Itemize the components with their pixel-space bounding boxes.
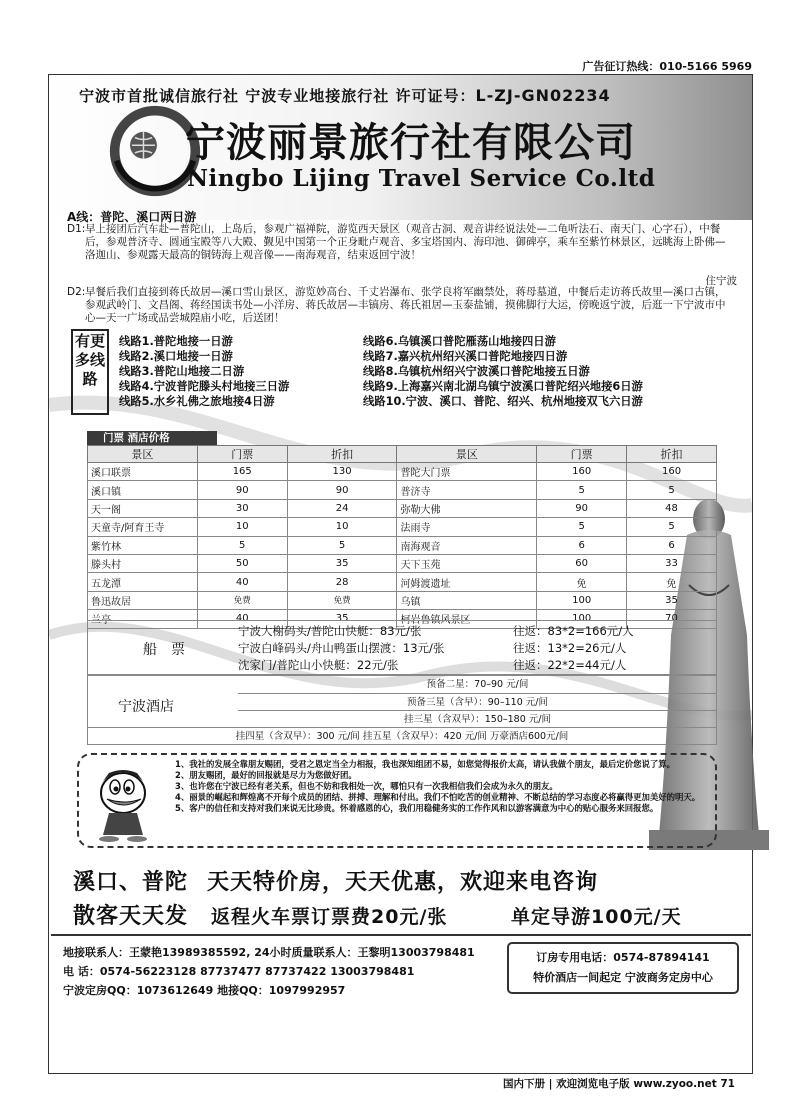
cell: 40 [197,610,287,628]
cell: 5 [197,536,287,554]
cell: 法雨寺 [397,518,537,536]
route-item: 线路10.宁波、溪口、普陀、绍兴、杭州地接双飞六日游 [363,395,643,408]
cell: 兰亭 [88,610,198,628]
promo-train-fee: 返程火车票订票费20元/张 [211,906,448,928]
cell: 100 [537,610,627,628]
day2-label: D2: [67,286,86,298]
cell: 溪口联票 [88,463,198,481]
cell: 100 [537,591,627,609]
hotel-section [87,675,717,745]
cell: 鲁迅故居 [88,591,198,609]
route-item: 线路4.宁波普陀滕头村地接三日游 [119,380,290,393]
table-row [88,518,717,536]
ship-return: 往返：22*2=44元/人 [513,658,627,672]
cell: 5 [537,518,627,536]
note-item: 2、朋友赐团，最好的回报就是尽力为您做好团。 [175,770,357,781]
promo-destinations: 溪口、普陀 [73,870,189,895]
notes-list [175,759,710,814]
note-item: 5、客户的信任和支持对我们来说无比珍贵。怀着感恩的心，我们用稳健务实的工作作风和以游客满意为中心的贴心服务来回报您。 [175,803,659,814]
route-item: 线路5.水乡礼佛之旅地接4日游 [119,395,275,408]
price-table [87,445,717,629]
cell: 5 [287,536,397,554]
cell: 5 [537,481,627,499]
cell: 33 [627,554,717,572]
cell: 紫竹林 [88,536,198,554]
ship-ticket-section [87,620,717,675]
route-item: 线路9.上海嘉兴南北湖乌镇宁波溪口普陀绍兴地接6日游 [363,380,643,393]
cell: 普济寺 [397,481,537,499]
route-item: 线路1.普陀地接一日游 [119,335,233,348]
cell: 160 [627,463,717,481]
day1-text: 早上接团后汽车赴—普陀山，上岛后，参观广福禅院，游览西天景区（观音古洞、观音讲经说法处—二龟听法石、南天门、心字石），中餐后，参观普济寺、圆通宝殿等八大殿、觐见中国第一个正身毗卢观音、多宝塔国内、海印池、御碑亭，乘车至紫竹林景区，远眺海上卧佛—洛迦山、参观露天最高的铜铸海上观音像——南海观音，结束返回宁波！ [85,223,726,261]
cell: 免费 [287,591,397,609]
table-row [88,536,717,554]
col-header: 门票 [537,446,627,463]
cell: 90 [197,481,287,499]
hotel-price-row: 挂四星（含双早）：300 元/间 挂五星（含双早）：420 元/间 万豪酒店600元/间 [88,727,716,744]
table-row [88,481,717,499]
day2-text: 早餐后我们直接到蒋氏故居—溪口雪山景区，游览妙高台、千丈岩瀑布、张学良将军幽禁处，蒋母墓道，中餐后走访蒋氏故里—溪口古镇，参观武岭门、文昌阁、蒋经国读书处—小洋房、蒋氏故居—丰镐房、蒋氏祖居—玉泰盐铺，摸佛脚行大运，傍晚返宁波，后逛一下宁波市中心—天一广场或品尝城隍庙小吃，后送团！ [85,286,726,324]
cell: 天童寺/阿育王寺 [88,518,198,536]
contact-qq: 宁波定房QQ：1073612649 地接QQ：1097992957 [63,984,346,997]
more-routes-label: 有更多线路 [71,329,109,415]
contact-persons: 地接联系人：王蒙艳13989385592, 24小时质量联系人：王黎明13003798481 [63,946,475,959]
license-number: L-ZJ-GN02234 [475,86,611,105]
col-header: 景区 [88,446,198,463]
cell: 90 [287,481,397,499]
cell: 免费 [197,591,287,609]
price-section-title: 门票 酒店价格 [87,431,217,445]
cell: 24 [287,499,397,517]
booking-box [507,942,739,994]
booking-phone: 订房专用电话：0574-87894141 [536,951,710,964]
cell: 南海观音 [397,536,537,554]
table-row [88,499,717,517]
col-header: 折扣 [287,446,397,463]
day1-stay: 住宁波 [705,275,737,287]
cell: 30 [197,499,287,517]
promo-slogan: 天天特价房，天天优惠，欢迎来电咨询 [207,870,599,895]
cell: 5 [627,481,717,499]
company-name-cn: 宁波丽景旅行社有限公司 [185,119,636,166]
cell: 28 [287,573,397,591]
cell: 10 [197,518,287,536]
line-a-title: A线：普陀、溪口两日游 [67,210,197,224]
cell: 60 [537,554,627,572]
contact-section [51,934,751,1004]
day1-label: D1: [67,223,86,235]
cell: 天下玉苑 [397,554,537,572]
cell: 90 [537,499,627,517]
cell: 溪口镇 [88,481,198,499]
cell: 35 [287,610,397,628]
hotel-price-row: 挂三星（含双早）：150–180 元/间 [238,710,717,727]
col-header: 景区 [397,446,537,463]
hotel-price-row: 预备三星（含早）：90–110 元/间 [238,693,717,710]
company-name-en: Ningbo Lijing Travel Service Co.ltd [187,165,656,192]
cell: 35 [627,591,717,609]
cell: 滕头村 [88,554,198,572]
ship-return: 往返：13*2=26元/人 [513,641,627,655]
route-item: 线路8.乌镇杭州绍兴宁波溪口普陀地接五日游 [363,365,590,378]
cell: 免 [627,573,717,591]
cell: 乌镇 [397,591,537,609]
cell: 35 [287,554,397,572]
cell: 48 [627,499,717,517]
header-banner [49,75,752,220]
cell: 160 [537,463,627,481]
note-item: 4、丽景的崛起和辉煌离不开每个成员的团结、拼搏、理解和付出。我们不怕吃苦的创业精神、不断总结的学习态度必将赢得更加美好的明天。 [175,792,701,803]
table-row [88,554,717,572]
ship-label: 船票 [143,642,199,658]
cell: 弥勒大佛 [397,499,537,517]
cell: 5 [627,518,717,536]
day2-itinerary [67,286,737,326]
ship-route: 沈家门/普陀山小快艇：22元/张 [238,658,399,672]
contact-phones: 电 话：0574-56223128 87737477 87737422 13003798481 [63,965,415,978]
cell: 普陀大门票 [397,463,537,481]
promo-guide-fee: 单定导游100元/天 [511,906,682,928]
cell: 50 [197,554,287,572]
route-item: 线路7.嘉兴杭州绍兴溪口普陀地接四日游 [363,350,568,363]
table-row [88,573,717,591]
table-header-row [88,446,717,463]
duck-mascot-icon [85,763,160,843]
cell: 天一阁 [88,499,198,517]
page-footer: 国内下册 | 欢迎浏览电子版 www.zyoo.net 71 [503,1078,735,1090]
ad-hotline: 广告征订热线：010-5166 5969 [582,60,752,73]
cell: 165 [197,463,287,481]
ship-route: 宁波大榭码头/普陀山快艇：83元/张 [238,624,422,638]
cell: 130 [287,463,397,481]
cell: 6 [537,536,627,554]
ship-route: 宁波白峰码头/舟山鸭蛋山摆渡：13元/张 [238,641,445,655]
cell: 6 [627,536,717,554]
route-item: 线路6.乌镇溪口普陀雁荡山地接四日游 [363,335,556,348]
hotel-price-row: 预备二星：70–90 元/间 [426,679,529,690]
hotel-label: 宁波酒店 [118,699,174,715]
col-header: 门票 [197,446,287,463]
cell: 40 [197,573,287,591]
route-item: 线路2.溪口地接一日游 [119,350,233,363]
booking-note: 特价酒店一间起定 宁波商务定房中心 [533,971,713,984]
tagline-text: 宁波市首批诚信旅行社 宁波专业地接旅行社 许可证号： [79,87,476,105]
note-item: 1、我社的发展全靠朋友赐团，受君之恩定当全力相报，我也深知组团不易，如您觉得报价太高，请认我做个朋友，最后定价您说了算。 [175,759,675,769]
cell: 70 [627,610,717,628]
route-item: 线路3.普陀山地接二日游 [119,365,245,378]
cell: 五龙潭 [88,573,198,591]
advert-frame [48,74,753,1074]
cell: 柯岩鲁镇风景区 [397,610,537,628]
cell: 10 [287,518,397,536]
promo-daily-departure: 散客天天发 [73,904,189,929]
cell: 河姆渡遗址 [397,573,537,591]
day1-itinerary [67,223,737,289]
note-item: 3、也许您在宁波已经有老关系，但也不妨和我相处一次，哪怕只有一次我相信我们会成为永久的朋友。 [175,781,558,792]
col-header: 折扣 [627,446,717,463]
table-row [88,591,717,609]
ship-return: 往返：83*2=166元/人 [513,624,634,638]
cell: 免 [537,573,627,591]
notes-box [77,753,717,848]
table-row [88,463,717,481]
